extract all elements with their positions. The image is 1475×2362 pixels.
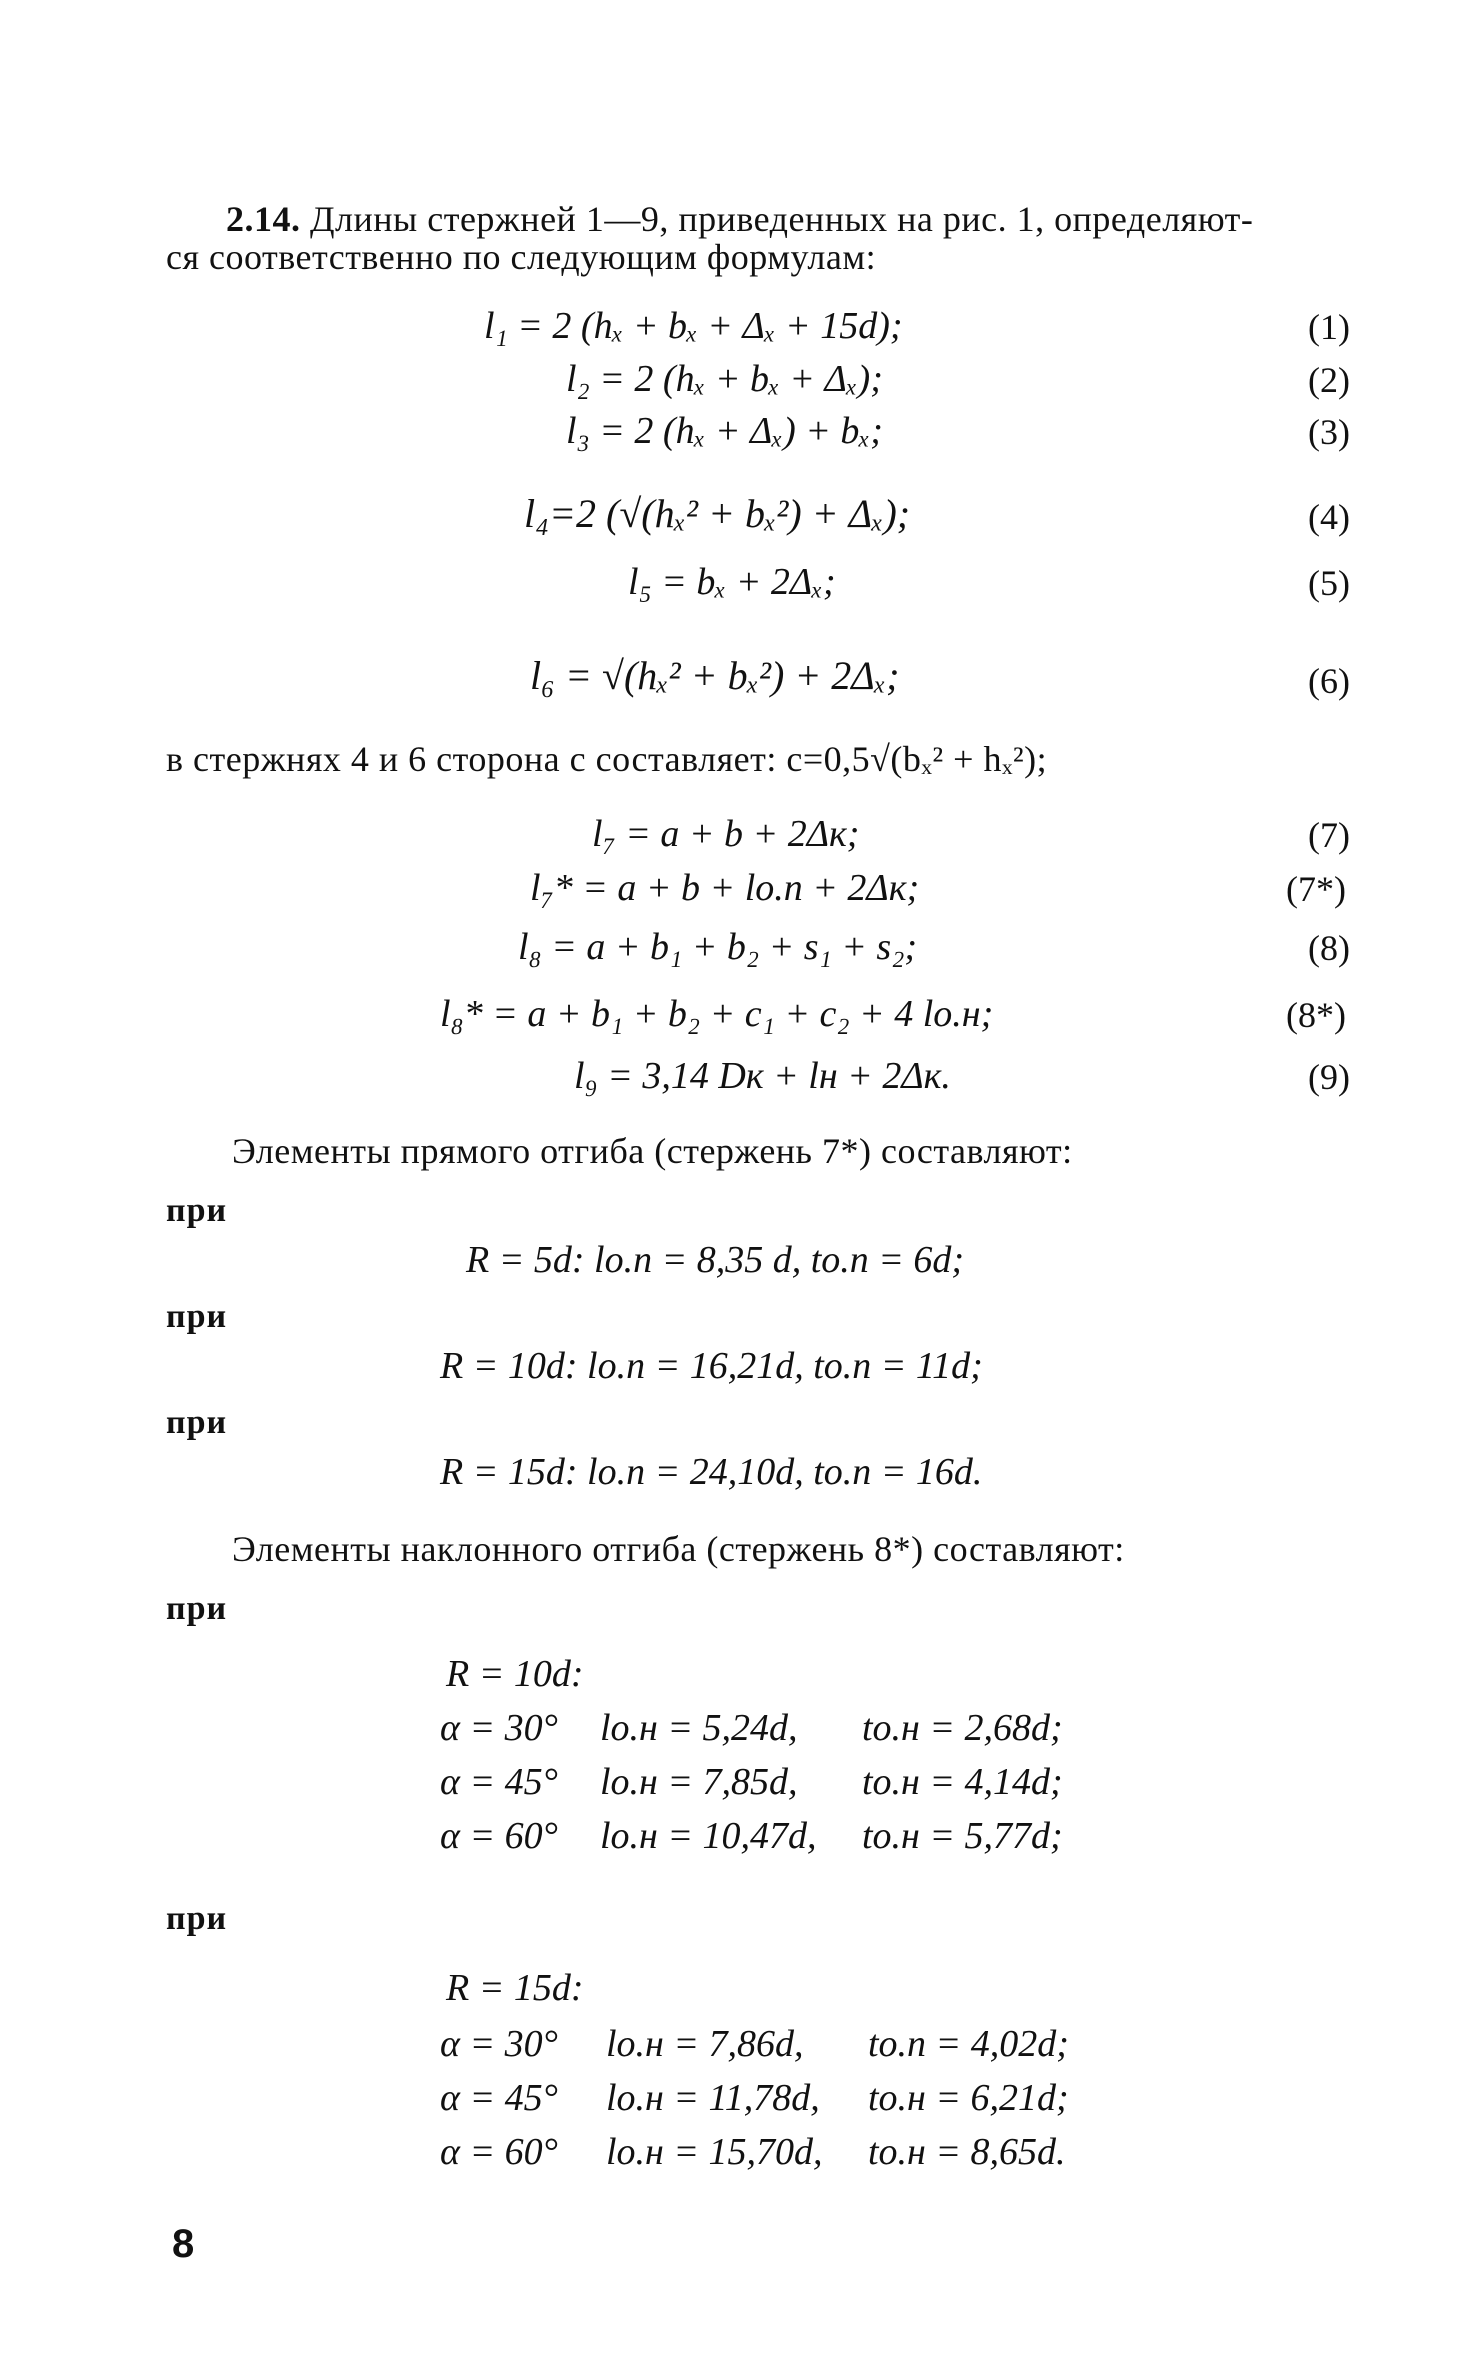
- label-pri-4: при: [166, 1590, 228, 1627]
- inclined-15-l-60: lо.н = 15,70d,: [606, 2131, 823, 2173]
- label-pri-1: при: [166, 1192, 228, 1229]
- straight-case-3: R = 15d: lо.п = 24,10d, tо.п = 16d.: [440, 1451, 983, 1493]
- formula-7-star: l₇* = a + b + lо.п + 2Δк;: [530, 867, 920, 909]
- inclined-10-t-60: tо.н = 5,77d;: [862, 1815, 1063, 1857]
- inclined-10-t-30: tо.н = 2,68d;: [862, 1707, 1063, 1749]
- straight-case-2: R = 10d: lо.п = 16,21d, tо.п = 11d;: [440, 1345, 983, 1387]
- inclined-15-alpha-30: α = 30°: [440, 2023, 558, 2065]
- inclined-15-t-30: tо.п = 4,02d;: [868, 2023, 1069, 2065]
- formula-number-3: (3): [1308, 412, 1350, 452]
- inclined-10-l-30: lо.н = 5,24d,: [600, 1707, 798, 1749]
- inclined-10-l-60: lо.н = 10,47d,: [600, 1815, 817, 1857]
- inclined-r-10: R = 10d:: [446, 1653, 584, 1695]
- formula-number-6: (6): [1308, 661, 1350, 701]
- formula-number-8-star: (8*): [1286, 995, 1346, 1035]
- formula-7: l₇ = a + b + 2Δк;: [592, 813, 860, 855]
- inclined-15-t-60: tо.н = 8,65d.: [868, 2131, 1066, 2173]
- inclined-10-l-45: lо.н = 7,85d,: [600, 1761, 798, 1803]
- intro-text-1: Длины стержней 1—9, приведенных на рис. 1, определяют-: [310, 199, 1254, 239]
- paragraph-line-1: [226, 198, 1253, 240]
- side-note: в стержнях 4 и 6 сторона c составляет: c=0,5√(bₓ² + hₓ²);: [166, 739, 1048, 779]
- formula-8: l₈ = a + b₁ + b₂ + s₁ + s₂;: [518, 926, 918, 968]
- paragraph-line-2: ся соответственно по следующим формулам:: [166, 237, 877, 277]
- label-pri-3: при: [166, 1404, 228, 1441]
- inclined-15-l-30: lо.н = 7,86d,: [606, 2023, 804, 2065]
- formula-number-9: (9): [1308, 1057, 1350, 1097]
- formula-5: l₅ = bₓ + 2Δₓ;: [628, 561, 836, 603]
- straight-bend-heading: Элементы прямого отгиба (стержень 7*) составляют:: [232, 1131, 1073, 1171]
- inclined-15-alpha-45: α = 45°: [440, 2077, 558, 2119]
- inclined-10-alpha-45: α = 45°: [440, 1761, 558, 1803]
- formula-number-2: (2): [1308, 360, 1350, 400]
- formula-2: l₂ = 2 (hₓ + bₓ + Δₓ);: [566, 358, 883, 400]
- inclined-15-t-45: tо.н = 6,21d;: [868, 2077, 1069, 2119]
- inclined-15-l-45: lо.н = 11,78d,: [606, 2077, 820, 2119]
- formula-6: l₆ = √(hₓ² + bₓ²) + 2Δₓ;: [530, 653, 900, 698]
- inclined-r-15: R = 15d:: [446, 1967, 584, 2009]
- formula-number-8: (8): [1308, 928, 1350, 968]
- formula-4: l₄=2 (√(hₓ² + bₓ²) + Δₓ);: [524, 491, 911, 536]
- formula-8-star: l₈* = a + b₁ + b₂ + c₁ + c₂ + 4 lо.н;: [440, 993, 994, 1035]
- formula-number-7: (7): [1308, 815, 1350, 855]
- formula-1: l₁ = 2 (hₓ + bₓ + Δₓ + 15d);: [484, 305, 903, 347]
- formula-number-4: (4): [1308, 497, 1350, 537]
- formula-number-5: (5): [1308, 563, 1350, 603]
- straight-case-1: R = 5d: lо.п = 8,35 d, tо.п = 6d;: [466, 1239, 965, 1281]
- page-number: 8: [172, 2222, 195, 2266]
- inclined-bend-heading: Элементы наклонного отгиба (стержень 8*) составляют:: [232, 1529, 1125, 1569]
- formula-9: l₉ = 3,14 Dк + lн + 2Δк.: [574, 1055, 951, 1097]
- label-pri-2: при: [166, 1298, 228, 1335]
- inclined-10-alpha-30: α = 30°: [440, 1707, 558, 1749]
- formula-number-1: (1): [1308, 307, 1350, 347]
- inclined-10-alpha-60: α = 60°: [440, 1815, 558, 1857]
- label-pri-5: при: [166, 1900, 228, 1937]
- formula-3: l₃ = 2 (hₓ + Δₓ) + bₓ;: [566, 410, 883, 452]
- section-number: 2.14.: [226, 199, 301, 239]
- inclined-10-t-45: tо.н = 4,14d;: [862, 1761, 1063, 1803]
- formula-number-7-star: (7*): [1286, 869, 1346, 909]
- inclined-15-alpha-60: α = 60°: [440, 2131, 558, 2173]
